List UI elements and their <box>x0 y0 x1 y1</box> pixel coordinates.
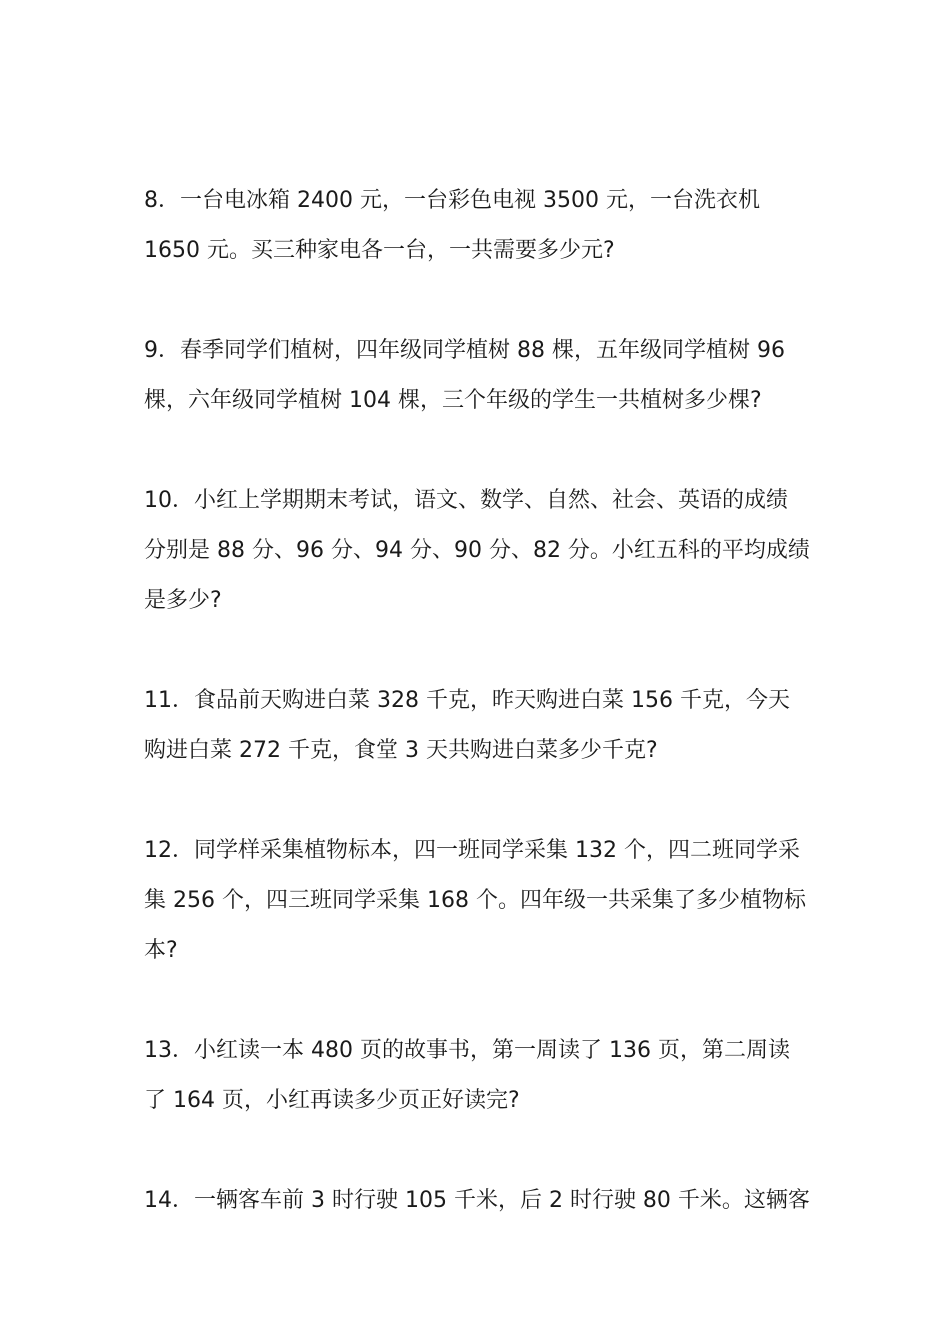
problem-list <box>144 176 812 1276</box>
problem-line: 集 256 个，四三班同学采集 168 个。四年级一共采集了多少植物标 <box>144 888 806 913</box>
problem-10 <box>144 476 812 626</box>
problem-line: 11．食品前天购进白菜 328 千克，昨天购进白菜 156 千克，今天 <box>144 688 790 713</box>
problem-8 <box>144 176 812 276</box>
problem-9 <box>144 326 812 426</box>
problem-line: 8．一台电冰箱 2400 元，一台彩色电视 3500 元，一台洗衣机 <box>144 188 760 213</box>
problem-line: 12．同学样采集植物标本，四一班同学采集 132 个，四二班同学采 <box>144 838 800 863</box>
problem-line: 购进白菜 272 千克，食堂 3 天共购进白菜多少千克? <box>144 738 658 763</box>
problem-line: 分别是 88 分、96 分、94 分、90 分、82 分。小红五科的平均成绩 <box>144 538 810 563</box>
problem-line: 本? <box>144 938 178 963</box>
problem-line: 棵，六年级同学植树 104 棵，三个年级的学生一共植树多少棵? <box>144 388 762 413</box>
problem-12 <box>144 826 812 976</box>
problem-line: 是多少? <box>144 588 222 613</box>
problem-line: 9．春季同学们植树，四年级同学植树 88 棵，五年级同学植树 96 <box>144 338 785 363</box>
problem-line: 了 164 页，小红再读多少页正好读完? <box>144 1088 520 1113</box>
problem-line: 13．小红读一本 480 页的故事书，第一周读了 136 页，第二周读 <box>144 1038 790 1063</box>
problem-11 <box>144 676 812 776</box>
problem-14 <box>144 1176 812 1226</box>
problem-line: 14．一辆客车前 3 时行驶 105 千米，后 2 时行驶 80 千米。这辆客 <box>144 1188 810 1213</box>
problem-line: 1650 元。买三种家电各一台，一共需要多少元? <box>144 238 615 263</box>
problem-13 <box>144 1026 812 1126</box>
problem-line: 10．小红上学期期末考试，语文、数学、自然、社会、英语的成绩 <box>144 488 788 513</box>
